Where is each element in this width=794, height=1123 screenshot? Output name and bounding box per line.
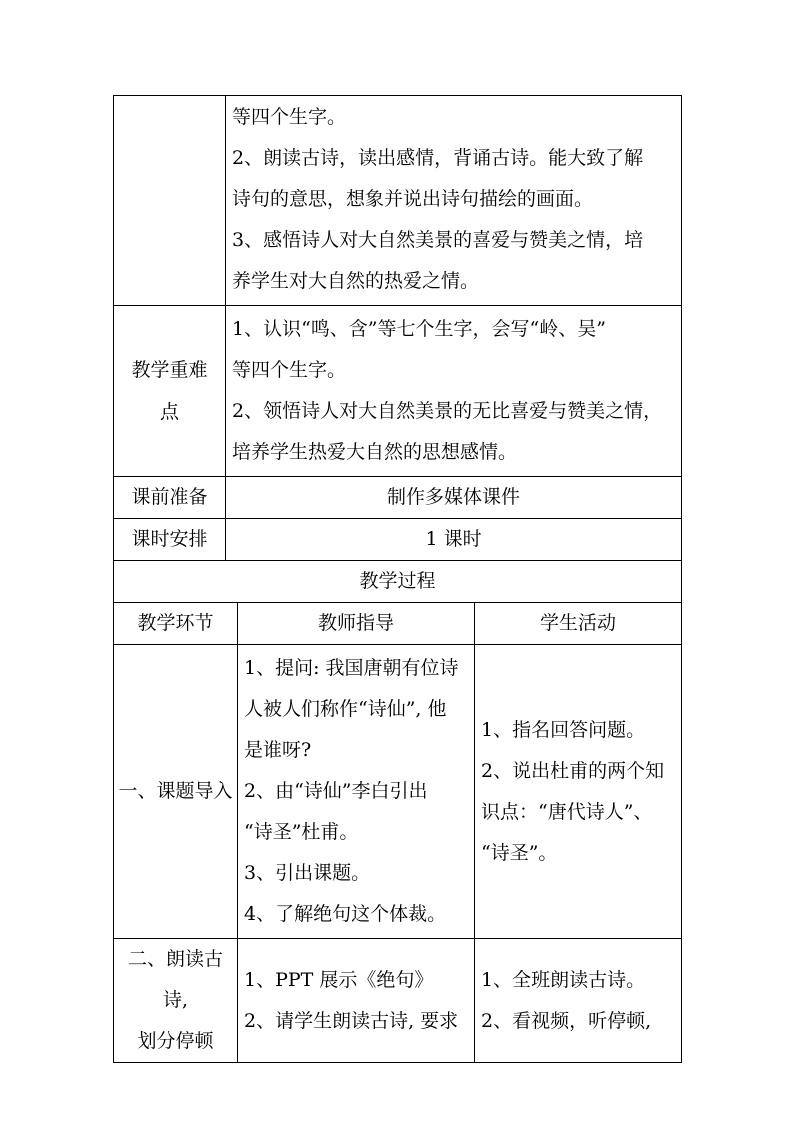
student-line: 1、全班朗读古诗。	[481, 968, 646, 991]
process-title: 教学过程	[114, 561, 682, 603]
schedule-value: 1 课时	[226, 519, 682, 561]
stage-line: 划分停顿	[137, 1030, 214, 1052]
column-header-student: 学生活动	[475, 603, 682, 645]
student-line: 1、指名回答问题。	[481, 718, 646, 741]
key-points-content	[226, 306, 682, 477]
process-title-row	[114, 561, 682, 603]
objectives-label-cell	[114, 96, 226, 306]
objectives-content-cell	[226, 96, 682, 306]
teacher-line: 2、请学生朗读古诗, 要求	[244, 1009, 459, 1032]
prep-row	[114, 477, 682, 519]
objectives-row	[114, 96, 682, 306]
objectives-line: 等四个生字。	[232, 106, 347, 128]
teacher-line: 1、PPT 展示《绝句》	[244, 968, 434, 991]
column-header-teacher: 教师指导	[238, 603, 475, 645]
objectives-line: 养学生对大自然的热爱之情。	[232, 270, 480, 292]
student-line: 2、看视频，听停顿,	[481, 1009, 652, 1032]
schedule-row	[114, 519, 682, 561]
student-cell	[475, 939, 682, 1063]
objectives-line: 2、朗读古诗，读出感情，背诵古诗。能大致了解	[232, 147, 644, 169]
prep-label: 课前准备	[114, 477, 226, 519]
lesson-plan-table	[113, 95, 682, 1063]
teacher-line: 1、提问: 我国唐朝有位诗	[244, 657, 459, 679]
table-row	[114, 645, 682, 939]
teacher-line: “诗圣”杜甫。	[244, 821, 359, 843]
key-points-label-line: 点	[159, 401, 179, 423]
teacher-cell	[238, 645, 475, 939]
stage-cell	[114, 645, 238, 939]
student-line: 2、说出杜甫的两个知	[481, 759, 665, 782]
schedule-label: 课时安排	[114, 519, 226, 561]
key-points-label	[114, 306, 226, 477]
teacher-line: 是谁呀?	[244, 739, 312, 761]
teacher-cell	[238, 939, 475, 1063]
column-header-stage: 教学环节	[114, 603, 238, 645]
objectives-line: 3、感悟诗人对大自然美景的喜爱与赞美之情，培	[232, 229, 644, 251]
key-points-line: 等四个生字。	[232, 359, 347, 381]
stage-line: 一、课题导入	[118, 780, 233, 802]
student-line: 识点：“唐代诗人”、	[481, 800, 653, 823]
stage-line: 二、朗读古诗,	[127, 948, 223, 1011]
teacher-line: 2、由“诗仙”李白引出	[244, 780, 428, 802]
student-cell	[475, 645, 682, 939]
key-points-row	[114, 306, 682, 477]
table-row	[114, 939, 682, 1063]
column-header-row	[114, 603, 682, 645]
key-points-line: 培养学生热爱大自然的思想感情。	[232, 441, 518, 463]
teacher-line: 3、引出课题。	[244, 862, 371, 884]
objectives-line: 诗句的意思，想象并说出诗句描绘的画面。	[232, 188, 594, 210]
key-points-line: 2、领悟诗人对大自然美景的无比喜爱与赞美之情，	[232, 400, 663, 422]
student-line: “诗圣”。	[481, 841, 558, 864]
key-points-line: 1、认识“鸣、含”等七个生字，会写“岭、吴”	[232, 318, 606, 340]
stage-cell	[114, 939, 238, 1063]
teacher-line: 4、了解绝句这个体裁。	[244, 903, 447, 925]
key-points-label-line: 教学重难	[131, 359, 208, 381]
prep-value: 制作多媒体课件	[226, 477, 682, 519]
teacher-line: 人被人们称作“诗仙”, 他	[244, 698, 447, 720]
